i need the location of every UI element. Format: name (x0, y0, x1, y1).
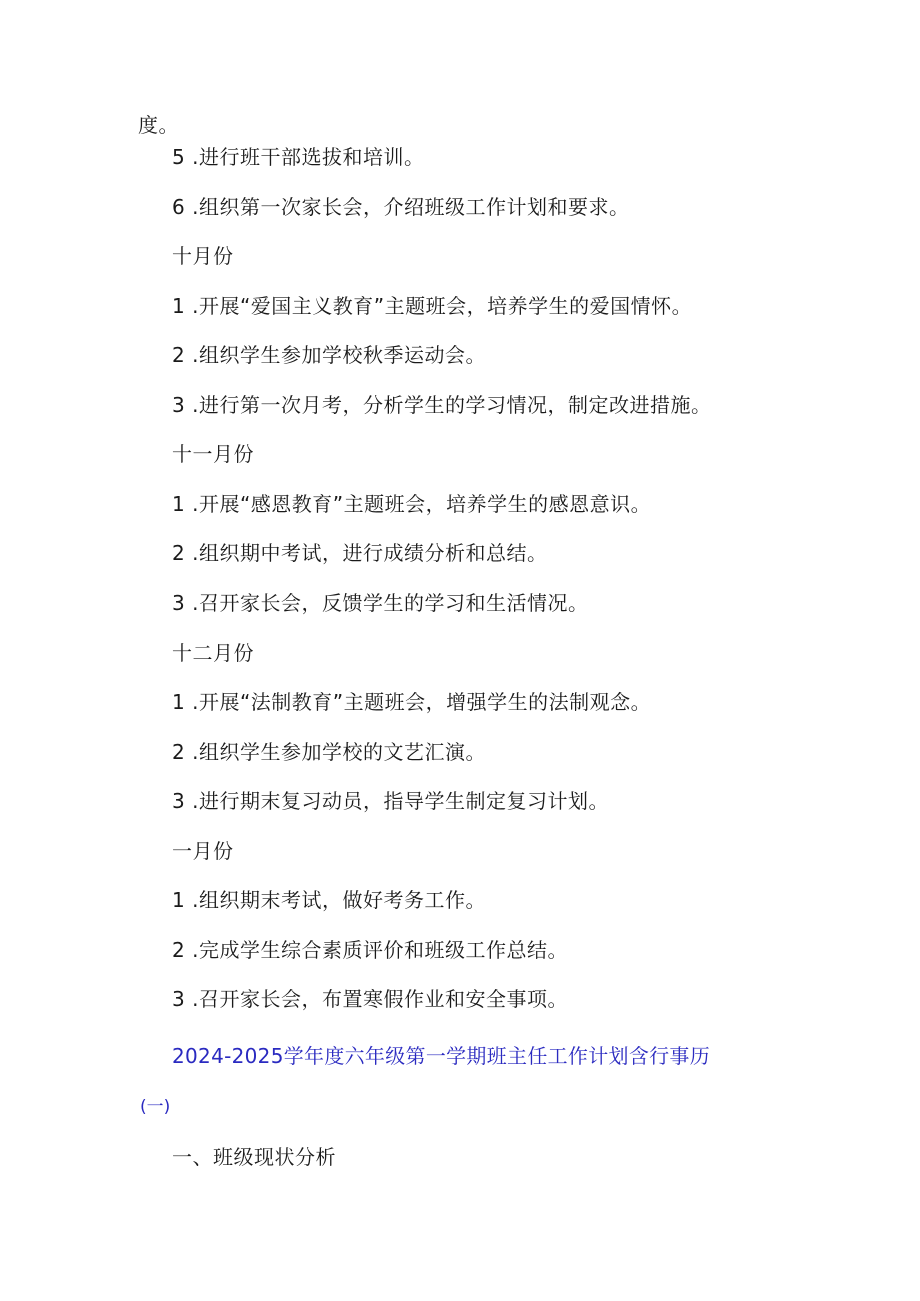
month-title-january: 一月份 (172, 839, 234, 863)
december-item-2: 2 .组织学生参加学校的文艺汇演。 (172, 740, 486, 764)
october-item-3: 3 .进行第一次月考，分析学生的学习情况，制定改进措施。 (172, 393, 712, 417)
section-heading: 一、班级现状分析 (172, 1145, 336, 1169)
document-title: 2024-2025学年度六年级第一学期班主任工作计划含行事历 (172, 1044, 711, 1068)
document-title-suffix: (一) (140, 1097, 171, 1117)
january-item-1: 1 .组织期末考试，做好考务工作。 (172, 888, 486, 912)
january-item-2: 2 .完成学生综合素质评价和班级工作总结。 (172, 938, 568, 962)
month-title-december: 十二月份 (172, 641, 254, 665)
january-item-3: 3 .召开家长会，布置寒假作业和安全事项。 (172, 987, 568, 1011)
month-title-october: 十月份 (172, 244, 234, 268)
november-item-2: 2 .组织期中考试，进行成绩分析和总结。 (172, 541, 548, 565)
december-item-3: 3 .进行期末复习动员，指导学生制定复习计划。 (172, 789, 609, 813)
october-item-1: 1 .开展“爱国主义教育”主题班会，培养学生的爱国情怀。 (172, 294, 693, 318)
december-item-1: 1 .开展“法制教育”主题班会，增强学生的法制观念。 (172, 690, 652, 714)
september-item-6: 6 .组织第一次家长会，介绍班级工作计划和要求。 (172, 195, 630, 219)
october-item-2: 2 .组织学生参加学校秋季运动会。 (172, 343, 486, 367)
september-item-5: 5 .进行班干部选拔和培训。 (172, 145, 425, 169)
month-title-november: 十一月份 (172, 442, 254, 466)
november-item-3: 3 .召开家长会，反馈学生的学习和生活情况。 (172, 591, 589, 615)
november-item-1: 1 .开展“感恩教育”主题班会，培养学生的感恩意识。 (172, 492, 652, 516)
continuation-text: 度。 (138, 113, 179, 137)
